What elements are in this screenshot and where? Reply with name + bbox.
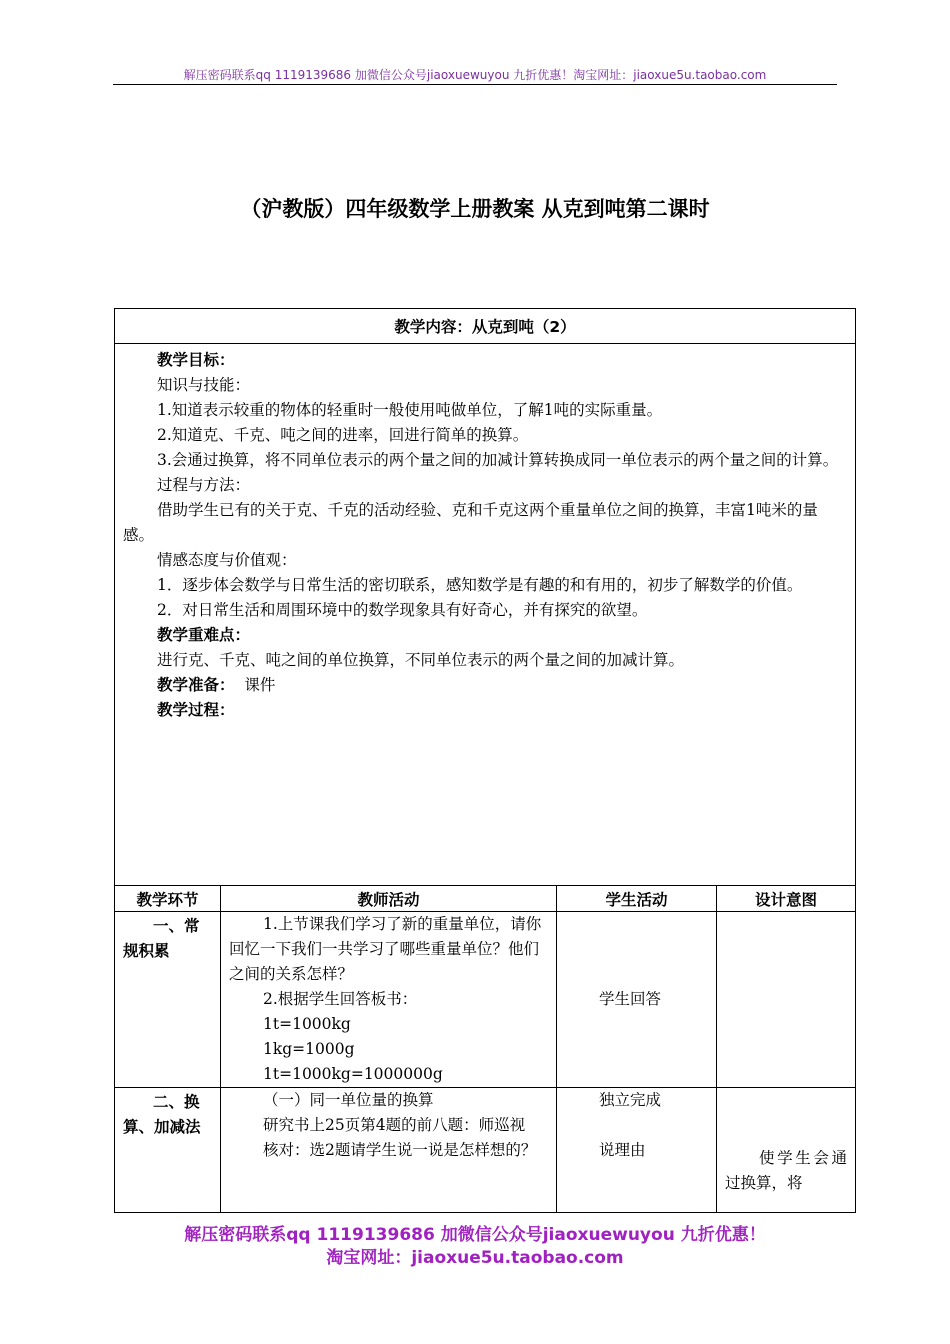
lesson-plan-table [114, 308, 856, 1213]
process-text: 借助学生已有的关于克、千克的活动经验、克和千克这两个重量单位之间的换算，丰富1吨米的量感。 [123, 501, 818, 544]
teacher-activity-cell [221, 1088, 557, 1213]
key-points-label: 教学重难点： [157, 626, 251, 644]
key-points-text: 进行克、千克、吨之间的单位换算，不同单位表示的两个量之间的加减计算。 [157, 651, 685, 669]
teacher-line: 1.上节课我们学习了新的重量单位，请你回忆一下我们一共学习了哪些重量单位？他们之间的关系怎样？ [229, 915, 542, 983]
emotion-item: 2．对日常生活和周围环境中的数学现象具有好奇心，并有探究的欲望。 [157, 601, 648, 619]
procedure-label: 教学过程： [157, 701, 235, 719]
lesson-intro-section [115, 344, 856, 886]
table-row [115, 912, 856, 1088]
column-header: 教学环节 [115, 886, 221, 912]
column-header: 设计意图 [717, 886, 856, 912]
table-header-row [115, 886, 856, 912]
document-title: （沪教版）四年级数学上册教案 从克到吨第二课时 [240, 197, 710, 221]
header-divider [113, 84, 837, 85]
stage-cell: 二、换算、加减法 [115, 1088, 221, 1213]
teacher-line: 2.根据学生回答板书： [263, 990, 418, 1008]
student-line: 学生回答 [599, 990, 662, 1008]
design-intent-cell [717, 912, 856, 1088]
design-line: 使学生会通过换算，将 [725, 1149, 848, 1192]
teacher-line: 研究书上25页第4题的前八题：师巡视 [263, 1116, 526, 1134]
knowledge-item: 2.知道克、千克、吨之间的进率，回进行简单的换算。 [157, 426, 529, 444]
column-header: 学生活动 [557, 886, 717, 912]
teacher-activity-cell [221, 912, 557, 1088]
student-line: 独立完成 [599, 1091, 662, 1109]
student-activity-cell [557, 912, 717, 1088]
footer-watermark-line: 解压密码联系qq 1119139686 加微信公众号jiaoxuewuyou 九折优惠！ [184, 1225, 766, 1245]
student-line: 说理由 [599, 1141, 646, 1159]
column-header: 教师活动 [221, 886, 557, 912]
emotion-item: 1．逐步体会数学与日常生活的密切联系，感知数学是有趣的和有用的，初步了解数学的价值。 [157, 576, 803, 594]
student-activity-cell [557, 1088, 717, 1213]
emotion-label: 情感态度与价值观： [157, 551, 297, 569]
goal-label: 教学目标： [157, 351, 235, 369]
process-label: 过程与方法： [157, 476, 251, 494]
teacher-line: 1kg=1000g [263, 1040, 355, 1058]
knowledge-label: 知识与技能： [157, 376, 251, 394]
header-watermark-text: 解压密码联系qq 1119139686 加微信公众号jiaoxuewuyou 九折优惠！淘宝网址：jiaoxue5u.taobao.com [183, 68, 767, 82]
teacher-line: 1t=1000kg=1000000g [263, 1065, 443, 1083]
knowledge-item: 3.会通过换算，将不同单位表示的两个量之间的加减计算转换成同一单位表示的两个量之间的计算。 [157, 451, 839, 469]
design-intent-cell [717, 1088, 856, 1213]
table-row [115, 1088, 856, 1213]
preparation-label: 教学准备： [157, 676, 235, 694]
preparation-text: 课件 [244, 676, 276, 694]
teacher-line: 1t=1000kg [263, 1015, 351, 1033]
stage-cell: 一、常规积累 [115, 912, 221, 1088]
footer-watermark-url: 淘宝网址：jiaoxue5u.taobao.com [326, 1248, 624, 1268]
content-heading: 教学内容：从克到吨（2） [115, 309, 856, 344]
knowledge-item: 1.知道表示较重的物体的轻重时一般使用吨做单位，了解1吨的实际重量。 [157, 401, 663, 419]
teacher-line: （一）同一单位量的换算 [263, 1091, 434, 1109]
teacher-line: 核对：选2题请学生说一说是怎样想的？ [263, 1141, 537, 1159]
